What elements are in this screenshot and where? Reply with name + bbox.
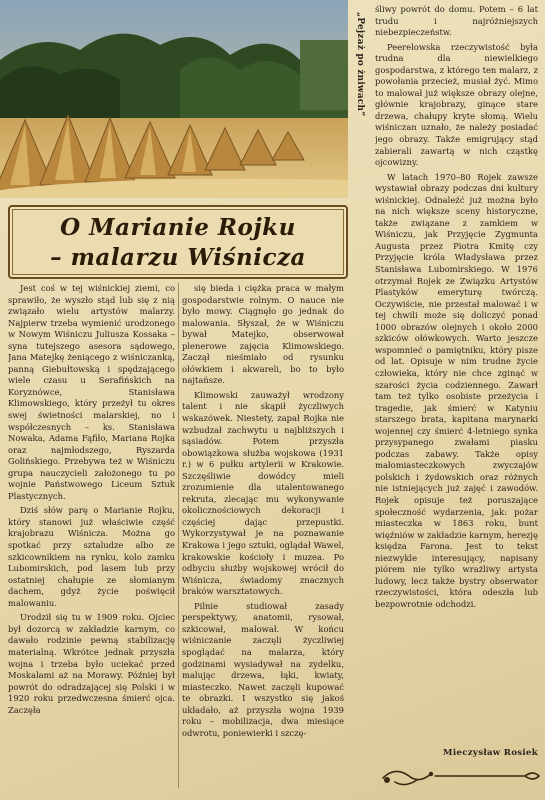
column-divider (178, 283, 179, 788)
paragraph: Urodził się tu w 1909 roku. Ojciec był dozorcą w zakładzie karnym, co dawało rodzinie pewną stabilizację materialną. Wkrótce jednak przyszła wojna i trzeba było uciekać przed Moskalami aż na Morawy. Później był powrót do odradzającej się Polski i w 1920 roku przedwczesna śmierć ojca. Zaczęła (8, 612, 175, 715)
painting-caption-text: „Pejzaż po żniwach” (355, 12, 365, 117)
article-title-line-1: O Marianie Rojku (60, 214, 296, 241)
article-title-box (8, 205, 348, 279)
text-column-2 (182, 283, 344, 788)
paragraph: Jest coś w tej wiśnickiej ziemi, co sprawiło, że wyszło stąd lub się z nią związało wielu artystów malarzy. Najpierw trzeba wymienić urodzonego w Nowym Wiśniczu Juliusza Kossaka – syna tutejszego asesora sądowego, Jana Matejkę żeniącego z wiśniczanką, panną Giebułtowską i spędzającego wiele czasu u Serafińskich na Koryznówce, Stanisława Klimowskiego, który przeżył tu okres swej świetności malarskiej, no i współczesnych – ks. Stanisława Nowaka, Adama Fąfiło, Mariana Rojka oraz najmłodszego, Ryszarda Golińskiego. Przebywa też w Wiśniczu grupa nauczycieli założonego tu po wojnie Państwowego Liceum Sztuk Plastycznych. (8, 283, 175, 501)
paragraph: się bieda i ciężka praca w małym gospodarstwie rolnym. O nauce nie było mowy. Ciągnęło go jednak do malowania. Słyszał, że w Wiśniczu bywał Matejko, obserwował plenerowe zajęcia Klimowskiego. Zaczął nieśmiało od rysunku ołówkiem i akwareli, bo to było najtańsze. (182, 283, 344, 386)
text-column-1 (8, 283, 175, 788)
article-title-line-2: – malarzu Wiśnicza (50, 244, 306, 271)
painting-landscape-image (0, 0, 348, 198)
text-column-3 (375, 4, 538, 746)
paragraph: W latach 1970–80 Rojek zawsze wystawiał obrazy podczas dni kultury wiśnickiej. Odnaleźć już można było na nich większe sceny historyczne, także związane z zamkiem w Wiśniczu, jak Przyjęcie Zygmunta Augusta przez Piotra Kmitę czy Przyjęcie króla Władysława przez Stanisława Lubomirskiego. W 1976 otrzymał Rojek ze Związku Artystów Plastyków emeryturę twórczą. Oczywiście, nie przestał malować i w tej chwili może się doliczyć ponad 1000 obrazów olejnych i około 2000 szkiców ołówkowych. Warto jeszcze wspomnieć o pamiętniku, który pisze od lat. Opisuje w nim trudne życie człowieka, który nie chce zginąć w szarości życia codziennego. Zawarł tam też tylko osobiste przeżycia i tragedie, jak śmierć w Katyniu starszego brata, kapitana marynarki wojennej czy śmierć 4-letniego synka przysypanego zwałami piasku podczas zabawy. Także opisy małomiasteczkowych zwyczajów polskich i żydowskich oraz różnych nie istniejących już zajęć i zawodów. Rojek opisuje też poruszające społeczność wydarzenia, jak: pożar miasteczka w 1863 roku, bunt więźniów w zakładzie karnym, herezję księdza Farona. Jest to tekst niezwykle interesujący, napisany piórem nie tylko wrażliwy artysta ludowy, lecz także bystry obserwator rzeczywistości, która odeszła lub bezpowrotnie odchodzi. (375, 171, 538, 609)
paragraph: Klimowski zauważył wrodzony talent i nie skąpił życzliwych wskazówek. Niestety, zapał Rojka nie wzbudzał zachwytu u najbliższych i sąsiadów. Potem przyszła obowiązkowa służba wojskowa (1931 r.) w 6 pułku artylerii w Krakowie. Szczęśliwie dowódcy mieli zrozumienie dla utalentowanego rekruta, zlecając mu wykonywanie okolicznościowych dekoracji i częściej dając przepustki. Wykorzystywał je na poznawanie Krakowa i jego sztuki, oglądał Wawel, krakowskie kościoły i muzea. Po odbyciu służby wojskowej wrócił do Wiśnicza, świadomy znacznych braków warsztatowych. (182, 389, 344, 597)
author-signature: Mieczysław Rosiek (443, 748, 538, 758)
paragraph: Dziś słów parę o Marianie Rojku, który stanowi już właściwie część krajobrazu Wiśnicza. Można go spotkać przy sztaludze albo ze szkicownikiem na rynku, kolo zamku Lubomirskich, pod lasem lub przy ostatniej chałupie ze słomianym dachem, gdyż życie poświęcił malowaniu. (8, 505, 175, 608)
painting-caption (348, 12, 372, 172)
paragraph: Peerelowska rzeczywistość była trudna dla niewielkiego gospodarstwa, z którego ten malarz, z powołania przecież, musiał żyć. Mimo to malował już większe obrazy olejne, głównie krajobrazy, ginące stare drzewa, chałupy kryte słomą. Wielu wiśniczan uznało, że należy posiadać jego obrazy. Także emigrujący stąd zabierali zawartą w nich cząstkę ojcowizny. (375, 41, 538, 168)
paragraph: śliwy powrót do domu. Potem – 6 lat trudu i najróżniejszych niebezpieczeństw. (375, 4, 538, 38)
paragraph: Pilnie studiował zasady perspektywy, anatomii, rysował, szkicował, malował. W końcu wiśniczanie zaczęli życzliwiej spoglądać na malarza, który godzinami wysiadywał na zydelku, malując drzewa, łąki, kwiaty, miasteczko. Nawet zaczęli kupować te obrazki. I wszystko się jakoś układało, aż przyszła wojna 1939 roku – mobilizacja, dwa miesiące odwrotu, poniewierki i szczę- (182, 600, 344, 738)
decorative-flourish-icon (375, 762, 545, 790)
